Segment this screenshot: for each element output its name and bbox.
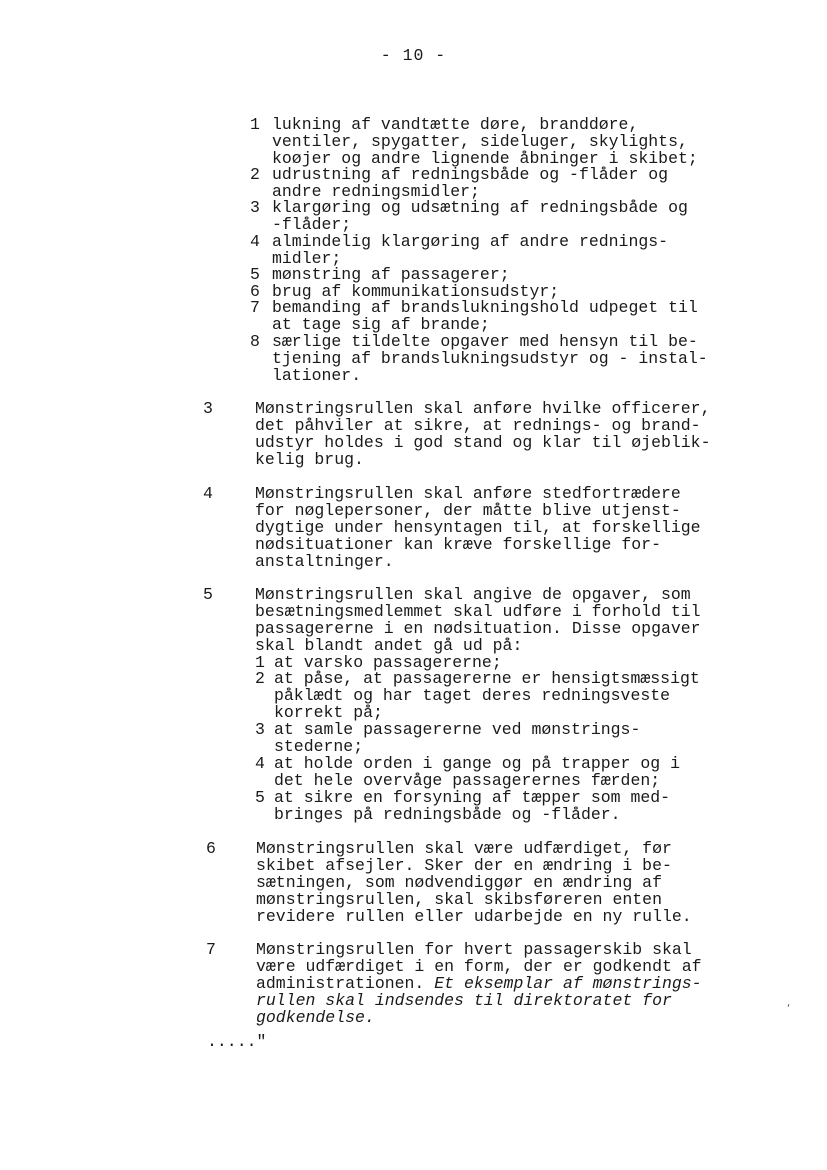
italic-text: Et eksemplar af mønstrings- [434, 974, 702, 993]
sub-list-num: 5 [255, 788, 265, 807]
sub-list-line: at varsko passagererne; [274, 653, 502, 672]
paragraph-line: udstyr holdes i god stand og klar til øjeblik- [255, 433, 711, 452]
sub-list-line: bringes på redningsbåde og -flåder. [274, 805, 621, 824]
paragraph-number: 6 [206, 839, 216, 858]
paragraph-number: 7 [206, 940, 216, 959]
sub-list-line: at holde orden i gange og på trapper og i [274, 754, 680, 773]
sub-list-line: korrekt på; [274, 703, 383, 722]
top-list-num: 6 [250, 282, 260, 301]
paragraph-line: anstaltninger. [255, 552, 394, 571]
plain-text: administrationen. [256, 974, 435, 993]
paragraph-line: skal blandt andet gå ud på: [255, 636, 523, 655]
top-list-line: almindelig klargøring af andre rednings- [272, 232, 669, 251]
paragraph-line-italic: godkendelse. [256, 1008, 375, 1027]
sub-list-line: det hele overvåge passagerernes færden; [274, 771, 661, 790]
top-list-line: klargøring og udsætning af redningsbåde og [272, 198, 688, 217]
paragraph-line-italic: rullen skal indsendes til direktoratet for [256, 991, 672, 1010]
paragraph-number: 5 [203, 585, 213, 604]
sub-list-num: 1 [255, 653, 265, 672]
top-list-num: 4 [250, 232, 260, 251]
top-list-line: at tage sig af brande; [272, 315, 490, 334]
paragraph-line: Mønstringsrullen for hvert passagerskib skal [256, 940, 692, 959]
paragraph-line: være udfærdiget i en form, der er godkendt af [256, 957, 702, 976]
top-list-line: tjening af brandslukningsudstyr og - instal- [272, 349, 708, 368]
sub-list-num: 3 [255, 720, 265, 739]
top-list-num: 5 [250, 265, 260, 284]
paragraph-line: Mønstringsrullen skal angive de opgaver, som [255, 585, 691, 604]
closing-quote: ....." [207, 1032, 267, 1051]
paragraph-line: dygtige under hensyntagen til, at forskellige [255, 518, 701, 537]
sub-list-num: 4 [255, 754, 265, 773]
top-list-line: andre redningsmidler; [272, 182, 480, 201]
top-list-line: mønstring af passagerer; [272, 265, 510, 284]
sub-list-line: påklædt og har taget deres redningsveste [274, 686, 671, 705]
paragraph-line: nødsituationer kan kræve forskellige for- [255, 535, 661, 554]
paragraph-line: kelig brug. [255, 450, 364, 469]
sub-list-line: at samle passagererne ved mønstrings- [274, 720, 641, 739]
paragraph-line: revidere rullen eller udarbejde en ny rulle. [256, 907, 692, 926]
top-list-line: -flåder; [272, 215, 352, 234]
top-list-line: lationer. [272, 366, 362, 385]
paragraph-line [256, 975, 702, 992]
top-list-num: 2 [250, 165, 260, 184]
paragraph-number: 3 [203, 399, 213, 418]
sub-list-line: at sikre en forsyning af tæpper som med- [274, 788, 671, 807]
top-list-num: 1 [250, 115, 260, 134]
page-number: - 10 - [380, 46, 447, 65]
top-list-line: udrustning af redningsbåde og -flåder og [272, 165, 669, 184]
top-list-num: 3 [250, 198, 260, 217]
top-list-line: særlige tildelte opgaver med hensyn til be- [272, 332, 698, 351]
paragraph-line: mønstringsrullen, skal skibsføreren enten [256, 890, 662, 909]
top-list-line: brug af kommunikationsudstyr; [272, 282, 560, 301]
paragraph-line: for nøglepersoner, der måtte blive utjenst- [255, 501, 681, 520]
top-list-num: 7 [250, 298, 260, 317]
top-list-line: lukning af vandtætte døre, branddøre, [272, 115, 639, 134]
top-list-line: midler; [272, 249, 342, 268]
paragraph-line: sætningen, som nødvendiggør en ændring af [256, 873, 662, 892]
sub-list-num: 2 [255, 669, 265, 688]
stray-mark: ‘ [786, 1004, 791, 1013]
paragraph-line: passagererne i en nødsituation. Disse opgaver [255, 619, 701, 638]
paragraph-line: skibet afsejler. Sker der en ændring i be- [256, 856, 672, 875]
paragraph-number: 4 [203, 484, 213, 503]
sub-list-line: stederne; [274, 737, 364, 756]
paragraph-line: Mønstringsrullen skal anføre stedfortrædere [255, 484, 681, 503]
sub-list-line: at påse, at passagererne er hensigtsmæssigt [274, 669, 700, 688]
top-list-line: ventiler, spygatter, sideluger, skylights, [272, 132, 688, 151]
paragraph-line: Mønstringsrullen skal anføre hvilke officerer, [255, 399, 711, 418]
top-list-line: koøjer og andre lignende åbninger i skibet; [272, 149, 698, 168]
top-list-num: 8 [250, 332, 260, 351]
paragraph-line: besætningsmedlemmet skal udføre i forhold til [255, 602, 701, 621]
top-list-line: bemanding af brandslukningshold udpeget til [272, 298, 698, 317]
paragraph-line: Mønstringsrullen skal være udfærdiget, før [256, 839, 672, 858]
paragraph-line: det påhviler at sikre, at rednings- og brand- [255, 416, 701, 435]
